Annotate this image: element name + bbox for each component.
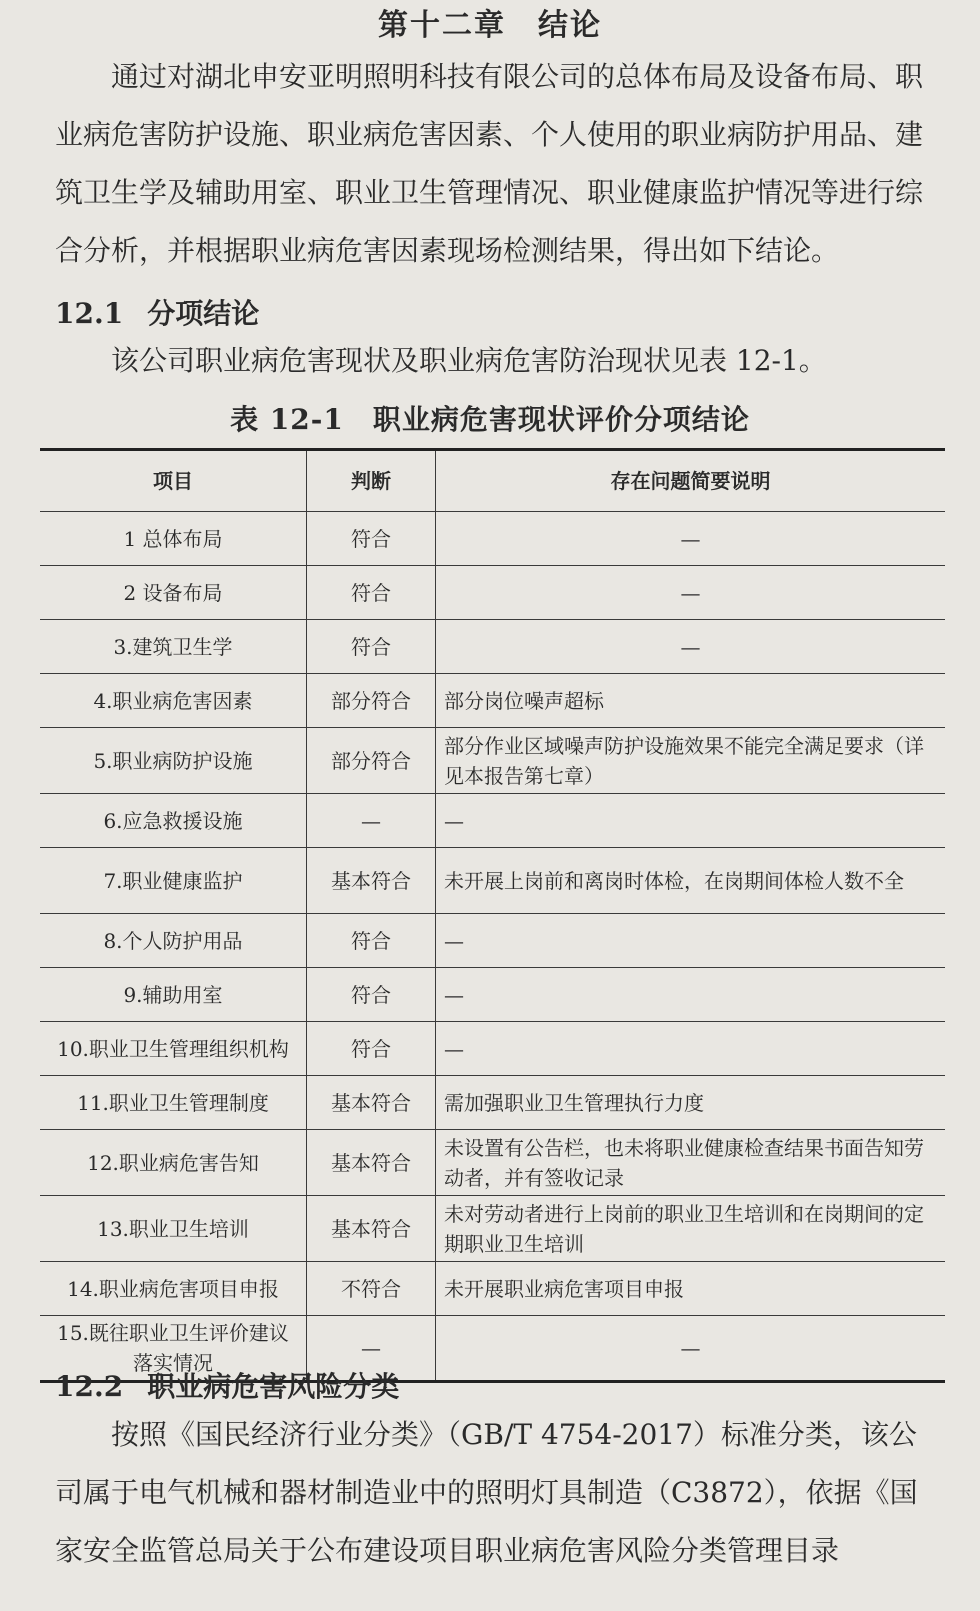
row-judgement: 符合 bbox=[307, 914, 436, 968]
table-row bbox=[40, 512, 945, 566]
section-title: 职业病危害风险分类 bbox=[147, 1370, 400, 1403]
row-item: 8.个人防护用品 bbox=[40, 914, 307, 968]
row-note: — bbox=[436, 1022, 946, 1076]
table-row bbox=[40, 968, 945, 1022]
row-note: 未开展职业病危害项目申报 bbox=[436, 1262, 946, 1316]
row-note: — bbox=[436, 968, 946, 1022]
row-note: — bbox=[436, 512, 946, 566]
row-note: — bbox=[436, 1316, 946, 1382]
row-note: — bbox=[436, 566, 946, 620]
row-note: 部分岗位噪声超标 bbox=[436, 674, 946, 728]
table-caption: 表 12-1 职业病危害现状评价分项结论 bbox=[230, 403, 750, 436]
intro-text: 通过对湖北申安亚明照明科技有限公司的总体布局及设备布局、职业病危害防护设施、职业病危害因素、个人使用的职业病防护用品、建筑卫生学及辅助用室、职业卫生管理情况、职业健康监护情况等进行综合分析，并根据职业病危害因素现场检测结果，得出如下结论。 bbox=[55, 60, 924, 267]
section-heading-12-2 bbox=[55, 1365, 399, 1405]
table-header-row bbox=[40, 450, 945, 512]
row-note: — bbox=[436, 794, 946, 848]
row-item: 14.职业病危害项目申报 bbox=[40, 1262, 307, 1316]
section2-paragraph bbox=[55, 1406, 935, 1580]
header-note: 存在问题简要说明 bbox=[436, 450, 946, 512]
table-row bbox=[40, 1022, 945, 1076]
table-row bbox=[40, 1196, 945, 1262]
row-note: — bbox=[436, 914, 946, 968]
table-row bbox=[40, 1076, 945, 1130]
row-item: 5.职业病防护设施 bbox=[40, 728, 307, 794]
row-judgement: 部分符合 bbox=[307, 674, 436, 728]
row-note: — bbox=[436, 620, 946, 674]
row-item: 6.应急救援设施 bbox=[40, 794, 307, 848]
intro-paragraph bbox=[55, 48, 935, 280]
row-item: 3.建筑卫生学 bbox=[40, 620, 307, 674]
row-item: 11.职业卫生管理制度 bbox=[40, 1076, 307, 1130]
table-row bbox=[40, 566, 945, 620]
row-judgement: 符合 bbox=[307, 1022, 436, 1076]
section1-paragraph bbox=[55, 332, 935, 390]
table-row bbox=[40, 620, 945, 674]
table-row bbox=[40, 728, 945, 794]
section-heading-12-1 bbox=[55, 292, 259, 332]
section-number: 12.1 bbox=[55, 297, 124, 330]
section2-text: 按照《国民经济行业分类》（GB/T 4754-2017）标准分类，该公司属于电气机械和器材制造业中的照明灯具制造（C3872），依据《国家安全监管总局关于公布建设项目职业病危害风险分类管理目录 bbox=[55, 1418, 918, 1567]
row-note: 需加强职业卫生管理执行力度 bbox=[436, 1076, 946, 1130]
table-row bbox=[40, 1130, 945, 1196]
row-judgement: 符合 bbox=[307, 968, 436, 1022]
row-item: 10.职业卫生管理组织机构 bbox=[40, 1022, 307, 1076]
row-item: 7.职业健康监护 bbox=[40, 848, 307, 914]
row-item: 12.职业病危害告知 bbox=[40, 1130, 307, 1196]
table-row bbox=[40, 1262, 945, 1316]
section-title: 分项结论 bbox=[147, 297, 260, 330]
row-judgement: 基本符合 bbox=[307, 1076, 436, 1130]
row-judgement: 符合 bbox=[307, 620, 436, 674]
header-item: 项目 bbox=[40, 450, 307, 512]
row-judgement: 不符合 bbox=[307, 1262, 436, 1316]
row-judgement: — bbox=[307, 1316, 436, 1382]
row-judgement: 符合 bbox=[307, 566, 436, 620]
table-row bbox=[40, 794, 945, 848]
section1-text: 该公司职业病危害现状及职业病危害防治现状见表 12-1。 bbox=[111, 344, 827, 377]
row-judgement: 基本符合 bbox=[307, 1130, 436, 1196]
header-judge: 判断 bbox=[307, 450, 436, 512]
row-item: 15.既往职业卫生评价建议落实情况 bbox=[40, 1316, 307, 1382]
row-item: 1 总体布局 bbox=[40, 512, 307, 566]
row-judgement: 符合 bbox=[307, 512, 436, 566]
row-item: 13.职业卫生培训 bbox=[40, 1196, 307, 1262]
assessment-table bbox=[40, 448, 945, 1383]
assessment-table-container bbox=[40, 448, 945, 1383]
row-judgement: 基本符合 bbox=[307, 1196, 436, 1262]
table-row bbox=[40, 914, 945, 968]
row-judgement: — bbox=[307, 794, 436, 848]
row-note: 部分作业区域噪声防护设施效果不能完全满足要求（详见本报告第七章） bbox=[436, 728, 946, 794]
row-item: 4.职业病危害因素 bbox=[40, 674, 307, 728]
row-note: 未设置有公告栏，也未将职业健康检查结果书面告知劳动者，并有签收记录 bbox=[436, 1130, 946, 1196]
row-item: 9.辅助用室 bbox=[40, 968, 307, 1022]
table-row bbox=[40, 848, 945, 914]
row-note: 未对劳动者进行上岗前的职业卫生培训和在岗期间的定期职业卫生培训 bbox=[436, 1196, 946, 1262]
row-note: 未开展上岗前和离岗时体检，在岗期间体检人数不全 bbox=[436, 848, 946, 914]
table-row bbox=[40, 674, 945, 728]
section-number: 12.2 bbox=[55, 1370, 124, 1403]
row-judgement: 基本符合 bbox=[307, 848, 436, 914]
chapter-title: 第十二章 结论 bbox=[378, 8, 602, 43]
row-item: 2 设备布局 bbox=[40, 566, 307, 620]
row-judgement: 部分符合 bbox=[307, 728, 436, 794]
